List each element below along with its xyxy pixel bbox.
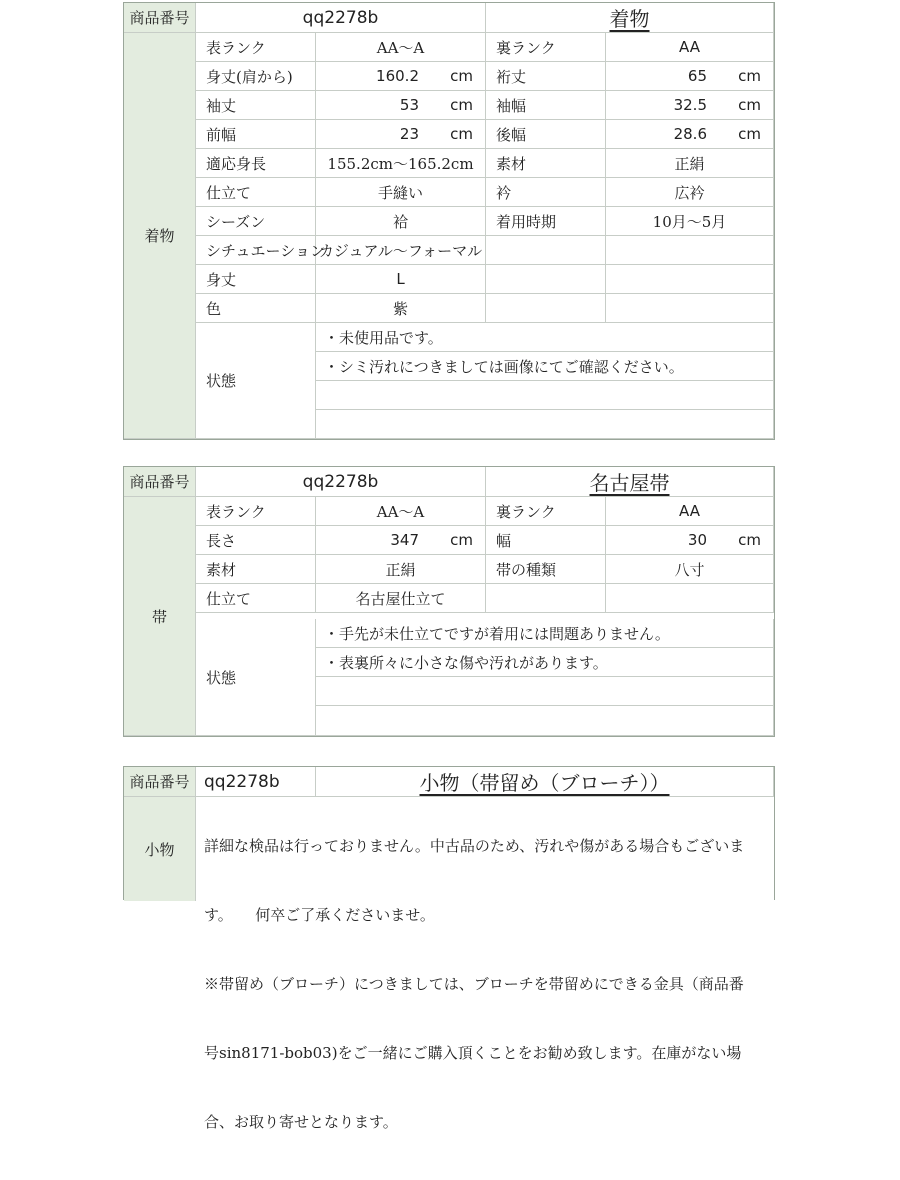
kimono-spec-label: 袖丈 (196, 91, 316, 120)
obi-spec-value (606, 584, 774, 613)
kimono-spec-value: AA〜A (316, 33, 486, 62)
obi-spec-label: 裏ランク (486, 497, 606, 526)
kimono-spec-label: 衿 (486, 178, 606, 207)
komono-table (123, 766, 775, 1131)
obi-spec-label: 表ランク (196, 497, 316, 526)
section-divider (123, 740, 775, 764)
kimono-spec-number: 53 (399, 96, 419, 114)
kimono-spec-unit: cm (738, 67, 761, 85)
kimono-spec-value: L (316, 265, 486, 294)
komono-line: 号sin8171-bob03)をご一緒にご購入頂くことをお勧め致します。在庫がない場 (204, 1044, 742, 1062)
obi-spec-value: AA〜A (316, 497, 486, 526)
obi-spec-value: 八寸 (606, 555, 774, 584)
kimono-spec-unit: cm (738, 125, 761, 143)
kimono-spec-number: 160.2 (376, 67, 419, 85)
komono-line: 詳細な検品は行っておりません。中古品のため、汚れや傷がある場合もございま (204, 837, 745, 855)
kimono-spec-value (606, 294, 774, 323)
obi-spec-label: 幅 (486, 526, 606, 555)
kimono-spec-value (606, 120, 774, 149)
obi-spec-label (486, 584, 606, 613)
komono-side-label: 小物 (124, 797, 196, 901)
section-divider (123, 442, 775, 464)
kimono-spec-label: 袖幅 (486, 91, 606, 120)
obi-condition-note (316, 706, 774, 736)
kimono-spec-value: 10月〜5月 (606, 207, 774, 236)
kimono-spec-unit: cm (450, 67, 473, 85)
kimono-spec-unit: cm (450, 96, 473, 114)
obi-product-number: qq2278b (196, 467, 486, 497)
kimono-spec-label: 素材 (486, 149, 606, 178)
kimono-spec-value (606, 265, 774, 294)
kimono-spec-label: 裏ランク (486, 33, 606, 62)
kimono-condition-note (316, 410, 774, 439)
obi-spec-unit: cm (738, 531, 761, 549)
kimono-spec-number: 23 (399, 125, 419, 143)
kimono-spec-value (606, 62, 774, 91)
obi-spec-unit: cm (450, 531, 473, 549)
obi-spec-label: 長さ (196, 526, 316, 555)
kimono-spec-label: 着用時期 (486, 207, 606, 236)
kimono-spec-label: 裄丈 (486, 62, 606, 91)
kimono-spec-label (486, 294, 606, 323)
kimono-spec-label: シチュエーション (196, 236, 316, 265)
obi-spec-value (606, 526, 774, 555)
obi-spec-number: 30 (687, 531, 707, 549)
kimono-spec-label: 適応身長 (196, 149, 316, 178)
obi-table (123, 466, 775, 737)
kimono-spec-value: 紫 (316, 294, 486, 323)
kimono-condition-label: 状態 (196, 323, 316, 439)
kimono-spec-label: 後幅 (486, 120, 606, 149)
kimono-spec-value (316, 62, 486, 91)
obi-side-label: 帯 (124, 497, 196, 736)
komono-product-label: 商品番号 (124, 767, 196, 797)
obi-spec-label: 仕立て (196, 584, 316, 613)
kimono-condition-note: ・未使用品です。 (316, 323, 774, 352)
obi-spec-value (316, 526, 486, 555)
obi-spec-label: 素材 (196, 555, 316, 584)
kimono-spec-value: AA (606, 33, 774, 62)
kimono-spec-value (316, 120, 486, 149)
kimono-spec-unit: cm (450, 125, 473, 143)
kimono-spec-label: 身丈(肩から) (196, 62, 316, 91)
kimono-spec-number: 65 (687, 67, 707, 85)
komono-title: 小物（帯留め（ブローチ）） (316, 767, 774, 797)
kimono-spec-number: 28.6 (673, 125, 707, 143)
kimono-condition-note: ・シミ汚れにつきましては画像にてご確認ください。 (316, 352, 774, 381)
komono-description (204, 793, 772, 1131)
obi-condition-note: ・表裏所々に小さな傷や汚れがあります。 (316, 648, 774, 677)
kimono-side-label: 着物 (124, 33, 196, 439)
kimono-spec-value (316, 91, 486, 120)
obi-spec-number: 347 (390, 531, 419, 549)
kimono-spec-value: 155.2cm〜165.2cm (316, 149, 486, 178)
kimono-spec-label: 身丈 (196, 265, 316, 294)
kimono-table (123, 2, 775, 440)
komono-product-number: qq2278b (196, 767, 316, 797)
komono-line: す。 何卒ご了承くださいませ。 (204, 906, 435, 924)
kimono-spec-value: 広衿 (606, 178, 774, 207)
obi-spec-value: 名古屋仕立て (316, 584, 486, 613)
kimono-spec-number: 32.5 (673, 96, 707, 114)
kimono-spec-value: カジュアル〜フォーマル (316, 236, 486, 265)
kimono-spec-value (606, 91, 774, 120)
kimono-spec-label: 前幅 (196, 120, 316, 149)
kimono-spec-value: 手縫い (316, 178, 486, 207)
kimono-product-label: 商品番号 (124, 3, 196, 33)
kimono-product-number: qq2278b (196, 3, 486, 33)
obi-spec-value: AA (606, 497, 774, 526)
kimono-spec-label: 仕立て (196, 178, 316, 207)
kimono-spec-label: シーズン (196, 207, 316, 236)
kimono-spec-value: 正絹 (606, 149, 774, 178)
kimono-title: 着物 (486, 3, 774, 33)
obi-condition-note (316, 677, 774, 706)
obi-condition-note: ・手先が未仕立てですが着用には問題ありません。 (316, 619, 774, 648)
kimono-spec-label (486, 236, 606, 265)
komono-line: 合、お取り寄せとなります。 (204, 1113, 398, 1131)
komono-line: ※帯留め（ブローチ）につきましては、ブローチを帯留めにできる金具（商品番 (204, 975, 744, 993)
obi-spec-label: 帯の種類 (486, 555, 606, 584)
kimono-spec-label: 色 (196, 294, 316, 323)
kimono-spec-label: 表ランク (196, 33, 316, 62)
kimono-spec-unit: cm (738, 96, 761, 114)
kimono-condition-note (316, 381, 774, 410)
obi-condition-label: 状態 (196, 619, 316, 736)
obi-product-label: 商品番号 (124, 467, 196, 497)
obi-title: 名古屋帯 (486, 467, 774, 497)
kimono-spec-value: 袷 (316, 207, 486, 236)
obi-spec-value: 正絹 (316, 555, 486, 584)
kimono-spec-label (486, 265, 606, 294)
kimono-spec-value (606, 236, 774, 265)
